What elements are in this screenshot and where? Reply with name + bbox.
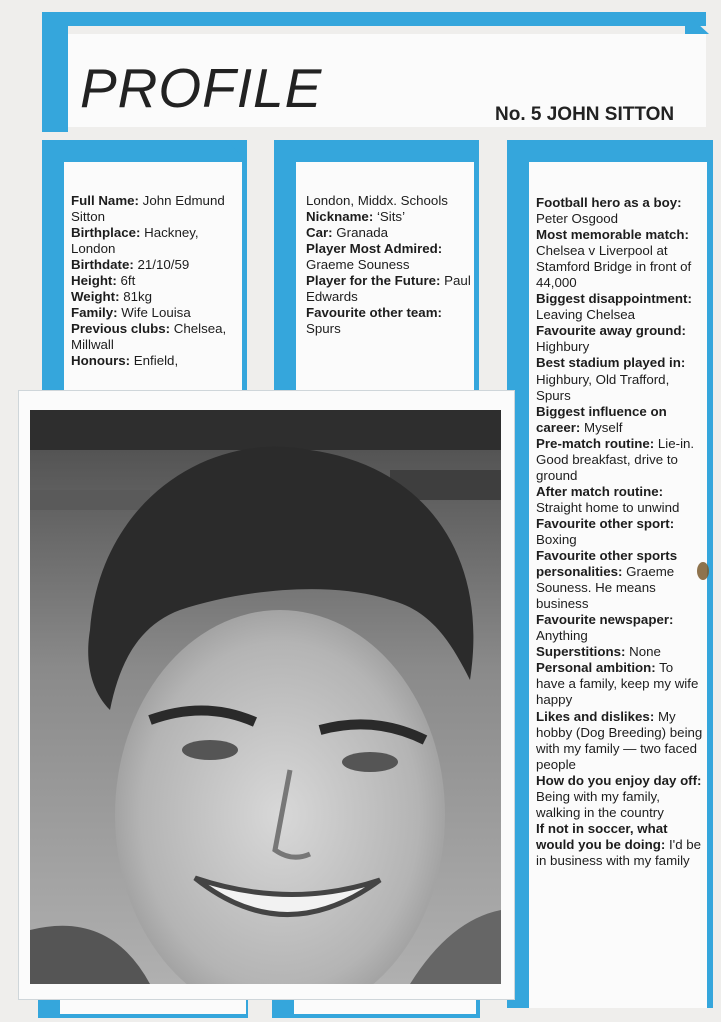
profile-entry (536, 644, 704, 660)
profile-entry-value: Being with my family, walking in the country (536, 788, 664, 820)
profile-entry-value: 81kg (119, 289, 153, 304)
profile-entry (306, 273, 471, 305)
profile-entry-value: Highbury, Old Trafford, Spurs (536, 371, 670, 403)
profile-entry-value: Chelsea v Liverpool at Stamford Bridge in front of 44,000 (536, 243, 692, 291)
profile-entry-value: Leaving Chelsea (536, 307, 636, 323)
profile-entry-value: To have a family, keep my wife happy (536, 660, 699, 708)
page-stain (697, 562, 709, 580)
profile-entry-value: Hackney, London (71, 225, 199, 256)
profile-entry-label: Nickname: (306, 209, 374, 224)
profile-entry-value: Wife Louisa (117, 305, 191, 320)
profile-entry-value: Graeme Souness (306, 257, 410, 272)
profile-entry (536, 773, 704, 821)
profile-entry-value: Granada (332, 225, 389, 240)
profile-entry (71, 257, 236, 273)
profile-entry-value: Myself (580, 419, 623, 435)
profile-entry (536, 195, 704, 227)
profile-entry-label: Most memorable match: (536, 227, 689, 243)
profile-entry-label: Honours: (71, 353, 131, 368)
profile-entry-label: If not in soccer, what would you be doing: (536, 820, 668, 852)
profile-entry-label: Favourite other sport: (536, 515, 675, 531)
profile-entry-label: Birthplace: (71, 225, 141, 240)
profile-entry-label: Previous clubs: (71, 321, 171, 336)
profile-entry (536, 291, 704, 323)
profile-entry (536, 821, 704, 869)
profile-entry-value: My hobby (Dog Breeding) being with my family — two faced people (536, 708, 703, 772)
profile-entry-label: After match routine: (536, 483, 664, 499)
page-title: PROFILE (80, 57, 323, 119)
profile-entry-value: Highbury (536, 339, 590, 355)
profile-entry-value: 21/10/59 (133, 257, 190, 272)
profile-entry-label: Favourite newspaper: (536, 612, 674, 628)
profile-entry-value: Anything (536, 628, 588, 644)
profile-entry-label: Football hero as a boy: (536, 195, 682, 210)
profile-entry (306, 193, 471, 209)
profile-entry-value: 6ft (116, 273, 136, 288)
profile-entry-label: Family: (71, 305, 118, 320)
profile-entry (536, 227, 704, 291)
profile-entry-value: Lie-in. Good breakfast, drive to ground (536, 435, 695, 483)
profile-entry-label: How do you enjoy day off: (536, 772, 702, 788)
profile-entry (536, 660, 704, 708)
profile-entry-label: Favourite other sports personalities: (536, 548, 678, 580)
profile-entry-value: I'd be in business with my family (536, 836, 702, 868)
profile-entry-label: Biggest influence on career: (536, 403, 667, 435)
profile-column-3 (536, 195, 704, 869)
profile-entry-value: Spurs (306, 321, 341, 336)
header-band-side (42, 12, 68, 132)
profile-entry-label: Player Most Admired: (306, 241, 443, 256)
profile-entry (536, 484, 704, 516)
profile-entry-label: Height: (71, 273, 117, 288)
profile-entry (536, 709, 704, 773)
profile-entry (71, 321, 236, 353)
profile-entry (71, 289, 236, 305)
profile-entry-label: Favourite away ground: (536, 323, 686, 339)
profile-entry (306, 209, 471, 225)
profile-entry-label: Pre-match routine: (536, 435, 655, 451)
profile-entry (536, 404, 704, 436)
player-portrait-photo (30, 410, 501, 984)
profile-entry (306, 241, 471, 273)
profile-entry-label: Favourite other team: (306, 305, 442, 320)
player-name: No. 5 JOHN SITTON (495, 104, 675, 125)
profile-entry (71, 305, 236, 321)
profile-entry-value: None (625, 644, 661, 660)
profile-entry-value: John Edmund Sitton (71, 193, 225, 224)
profile-entry (536, 323, 704, 355)
profile-entry (536, 612, 704, 644)
profile-entry-value: ‘Sits’ (373, 209, 406, 224)
header-band (42, 12, 706, 26)
profile-entry (536, 355, 704, 403)
profile-entry-value: Straight home to unwind (536, 499, 680, 515)
profile-entry (71, 225, 236, 257)
profile-entry-value: London, Middx. Schools (306, 193, 448, 208)
profile-entry-value: Chelsea, Millwall (71, 321, 227, 352)
profile-column-2 (306, 193, 471, 337)
profile-entry-value: Paul Edwards (306, 273, 471, 304)
profile-entry-label: Player for the Future: (306, 273, 441, 288)
profile-entry (71, 353, 236, 369)
profile-entry-label: Best stadium played in: (536, 355, 686, 371)
profile-entry-label: Birthdate: (71, 257, 134, 272)
profile-entry (536, 436, 704, 484)
profile-entry-label: Superstitions: (536, 644, 626, 660)
profile-entry (71, 193, 236, 225)
profile-entry (536, 516, 704, 548)
profile-entry-value: Enfield, (130, 353, 179, 368)
profile-entry-label: Car: (306, 225, 333, 240)
profile-entry-value: Peter Osgood (536, 211, 619, 227)
profile-column-1 (71, 193, 236, 369)
profile-entry (71, 273, 236, 289)
profile-entry (306, 225, 471, 241)
profile-entry-label: Biggest disappointment: (536, 291, 692, 307)
profile-entry-label: Likes and dislikes: (536, 708, 655, 724)
profile-entry-label: Full Name: (71, 193, 139, 208)
profile-entry-label: Personal ambition: (536, 660, 656, 676)
profile-entry (306, 305, 471, 337)
profile-entry-label: Weight: (71, 289, 120, 304)
profile-entry-value: Graeme Souness. He means business (536, 564, 675, 612)
profile-entry-value: Boxing (536, 531, 577, 547)
profile-entry (536, 548, 704, 612)
